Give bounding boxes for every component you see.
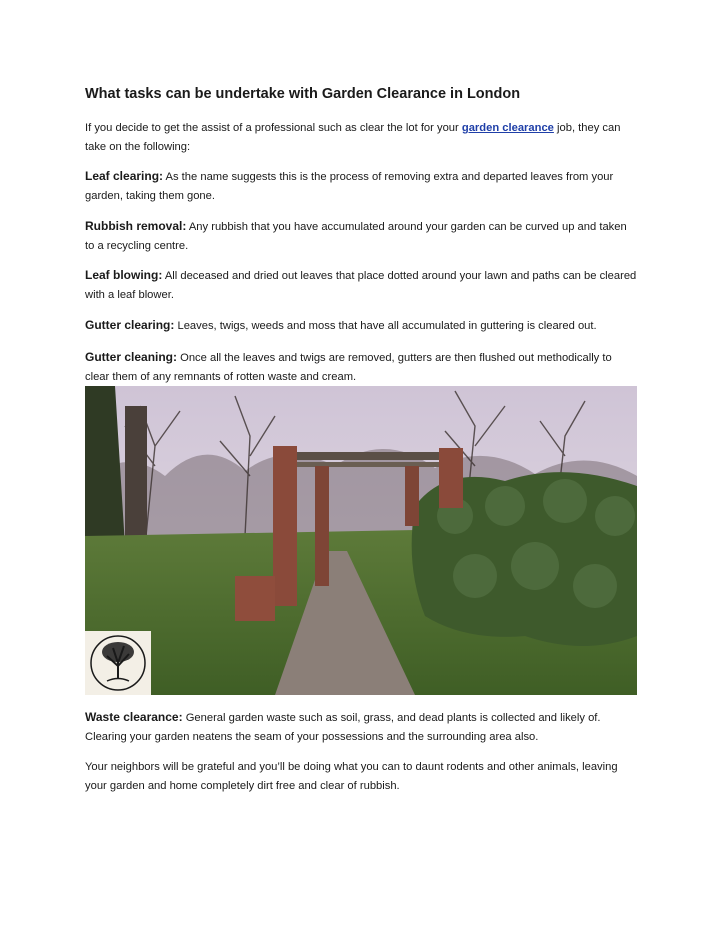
task-gutter-clearing: [85, 316, 637, 336]
task-leaf-blowing: [85, 266, 637, 304]
intro-text-before: If you decide to get the assist of a professional such as clear the lot for your: [85, 122, 462, 134]
task-term: Leaf clearing:: [85, 169, 164, 183]
task-term: Leaf blowing:: [85, 268, 163, 282]
page-title: What tasks can be undertake with Garden Clearance in London: [85, 86, 521, 102]
task-description: All deceased and dried out leaves that place dotted around your lawn and paths can be cleared with a leaf blower.: [85, 270, 637, 301]
task-leaf-clearing: [85, 167, 637, 205]
task-description: General garden waste such as soil, grass, and dead plants is collected and likely of. Clearing your garden neatens the seam of your possessions and the surrounding area also.: [85, 712, 601, 743]
task-waste-clearance: [85, 708, 637, 746]
task-term: Gutter clearing:: [85, 318, 175, 332]
task-description: As the name suggests this is the process of removing extra and departed leaves from your garden, taking them gone.: [85, 171, 614, 202]
task-term: Waste clearance:: [85, 710, 183, 724]
intro-paragraph: [85, 119, 637, 156]
task-term: Gutter cleaning:: [85, 350, 178, 364]
garden-photo-illustration: [85, 386, 637, 695]
task-gutter-cleaning: [85, 348, 637, 386]
intro-text-after: job, they can take on the following:: [85, 122, 621, 153]
company-logo: [85, 631, 151, 695]
garden-clearance-link[interactable]: garden clearance: [461, 122, 554, 134]
task-term: Rubbish removal:: [85, 219, 187, 233]
task-description: Any rubbish that you have accumulated around your garden can be curved up and taken to a recycling centre.: [85, 221, 627, 252]
closing-paragraph: Your neighbors will be grateful and you’ll be doing what you can to daunt rodents and other animals, leaving your garden and home completely dirt free and clear of rubbish.: [85, 761, 618, 792]
task-description: Leaves, twigs, weeds and moss that have all accumulated in guttering is cleared out.: [174, 320, 597, 332]
task-rubbish-removal: [85, 217, 637, 255]
garden-photo: [85, 386, 637, 695]
task-description: Once all the leaves and twigs are removed, gutters are then flushed out methodically to clear them of any remnants of rotten waste and cream.: [85, 352, 612, 383]
